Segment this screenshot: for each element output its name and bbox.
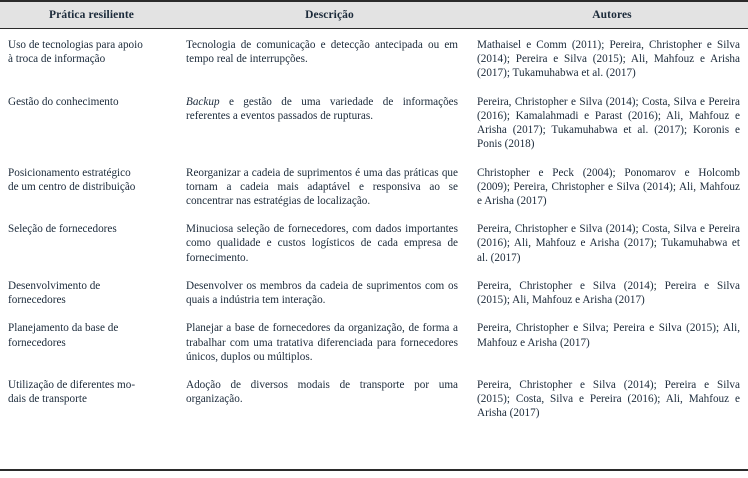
practice-line: de um centro de distribuição <box>8 180 136 193</box>
table-body <box>0 29 748 428</box>
table-row <box>0 272 748 314</box>
practice-line: Utilização de diferentes mo- <box>8 378 136 391</box>
table-header <box>0 1 748 29</box>
cell-description: Adoção de diversos modais de transporte por uma organização. <box>186 378 458 406</box>
practice-line: fornecedores <box>8 294 66 307</box>
column-header-description: Descrição <box>183 1 476 29</box>
practice-line: à troca de informação <box>8 53 106 66</box>
practice-line: Desenvolvimento de <box>8 279 101 292</box>
cell-description: Backup e gestão de uma variedade de informações referentes a eventos passados de rupturas. <box>186 95 458 122</box>
cell-authors: Pereira, Christopher e Silva; Pereira e Silva (2015); Ali, Mahfouz e Arisha (2017) <box>477 322 740 349</box>
practice-line: dais de transporte <box>8 393 87 406</box>
cell-practice <box>0 314 183 371</box>
practice-line: Posicionamento estratégico <box>8 166 131 179</box>
table-row <box>0 29 748 88</box>
practice-line: fornecedores <box>8 336 66 349</box>
cell-practice <box>0 159 183 216</box>
cell-practice <box>0 371 183 428</box>
cell-authors: Pereira, Christopher e Silva (2014); Costa, Silva e Pereira (2016); Kamalahmadi e Parast (2016); Ali, Mahfouz e Arisha (2017); Tukamuhabwa et al. (2017); Koronis e Ponis (2018) <box>477 95 740 151</box>
description-italic-term: Backup <box>186 95 220 108</box>
cell-description: Tecnologia de comunicação e detecção antecipada ou em tempo real de interrupções. <box>186 39 458 66</box>
cell-authors: Christopher e Peck (2004); Ponomarov e Holcomb (2009); Pereira, Christopher e Silva (2014); Ali, Mahfouz e Arisha (2017) <box>477 166 740 207</box>
cell-practice <box>0 215 183 272</box>
cell-description: Reorganizar a cadeia de suprimentos é uma das práticas que tornam a cadeia mais adaptável e responsiva ao se concentrar nas estratégias de localização. <box>186 166 458 207</box>
table-row <box>0 215 748 272</box>
table-header-row <box>0 1 748 29</box>
table-row <box>0 314 748 371</box>
table-row <box>0 371 748 428</box>
cell-practice <box>0 29 183 88</box>
practice-line: Seleção de fornecedores <box>8 223 117 236</box>
practice-line: Uso de tecnologias para apoio <box>8 39 143 51</box>
cell-authors: Mathaisel e Comm (2011); Pereira, Christopher e Silva (2014); Pereira e Silva (2015); Ali, Mahfouz e Arisha (2017); Tukamuhabwa et al. (2017) <box>477 39 740 80</box>
cell-authors: Pereira, Christopher e Silva (2014); Pereira e Silva (2015); Costa, Silva e Pereira (2016); Ali, Mahfouz e Arisha (2017) <box>477 378 740 420</box>
cell-authors: Pereira, Christopher e Silva (2014); Pereira e Silva (2015); Ali, Mahfouz e Arisha (2017) <box>477 279 740 307</box>
cell-description: Minuciosa seleção de fornecedores, com dados importantes como qualidade e custos logísticos de cada empresa de fornecimento. <box>186 223 458 264</box>
table-row <box>0 88 748 159</box>
cell-authors: Pereira, Christopher e Silva (2014); Costa, Silva e Pereira (2016); Ali, Mahfouz e Arisha (2017); Tukamuhabwa et al. (2017) <box>477 223 740 264</box>
table-bottom-rule <box>0 469 748 471</box>
practice-line: Gestão do conhecimento <box>8 95 119 108</box>
practice-line: Planejamento da base de <box>8 322 119 335</box>
column-header-practice: Prática resiliente <box>0 1 183 29</box>
cell-practice <box>0 88 183 159</box>
cell-description: Planejar a base de fornecedores da organização, de forma a trabalhar com uma tratativa diferenciada para fornecedores únicos, duplos ou múltiplos. <box>186 322 458 363</box>
column-header-authors: Autores <box>476 1 748 29</box>
cell-practice <box>0 272 183 314</box>
cell-description: Desenvolver os membros da cadeia de suprimentos com os quais a indústria tem interação. <box>186 279 458 307</box>
table-row <box>0 159 748 216</box>
